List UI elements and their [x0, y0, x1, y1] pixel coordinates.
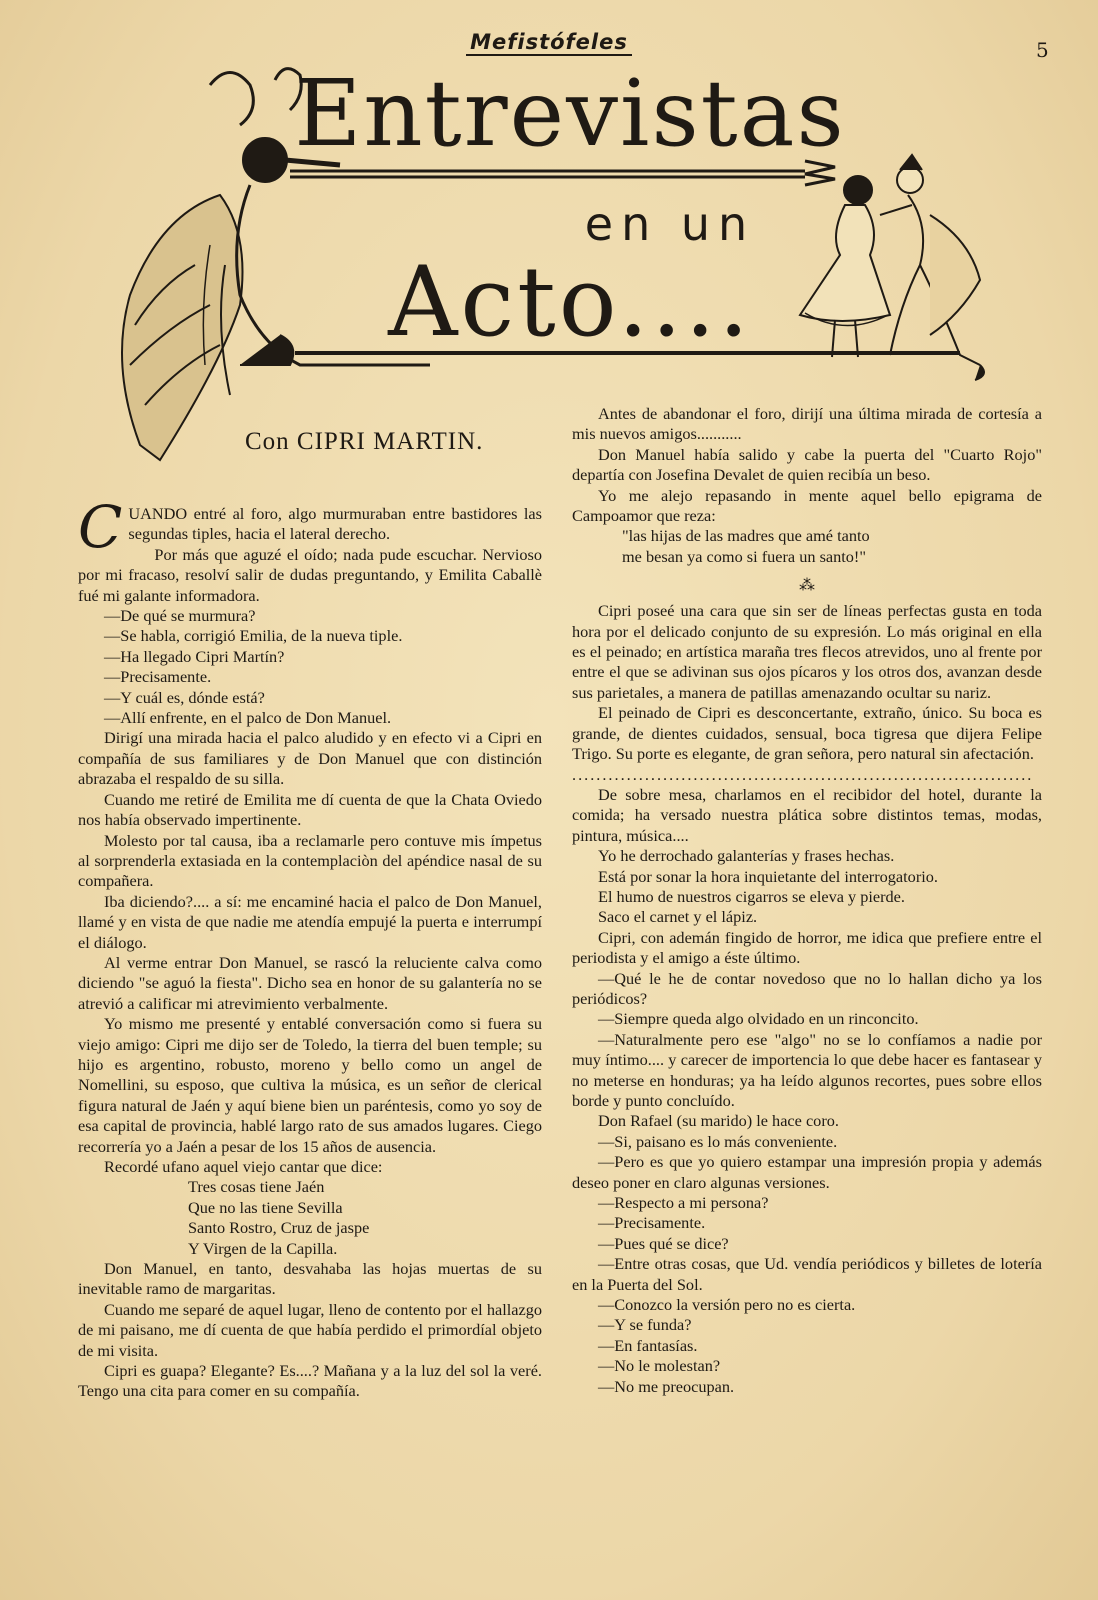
paragraph: Por más que aguzé el oído; nada pude escuchar. Nervioso por mi fracaso, resolví salir de dudas preguntando, y Emilita Caballè fué mi galante informadora. [78, 544, 542, 605]
paragraph: Santo Rostro, Cruz de jaspe [188, 1218, 370, 1238]
paragraph: El peinado de Cipri es desconcertante, extraño, único. Su boca es grande, de dientes cuidados, sensual, boca tigresa que dijera Felipe Trigo. Su porte es elegante, de gran señora, pero natural sin afectación. [572, 703, 1042, 764]
paragraph: —Siempre queda algo olvidado en un rinconcito. [598, 1009, 919, 1029]
paragraph: —En fantasías. [598, 1335, 698, 1355]
title-line1: Entrevistas [294, 65, 846, 167]
paragraph: Cipri, con ademán fingido de horror, me idica que prefiere entre el periodista y el amigo a éste último. [572, 927, 1042, 968]
paragraph: Don Rafael (su marido) le hace coro. [598, 1111, 839, 1131]
paragraph: Recordé ufano aquel viejo cantar que dice: [104, 1157, 383, 1176]
paragraph: me besan ya como si fuera un santo!" [622, 546, 867, 566]
left-column [78, 493, 542, 1402]
dancing-couple-illustration [800, 155, 984, 380]
paragraph: Yo mismo me presenté y entablé conversación como si fuera su viejo amigo: Cipri me dijo ser de Toledo, la tierra del buen temple; su hijo es argentino, robusto, moreno y bello como un angel de Nomellini, su esposo, que cultiva la música, es un señor de clerical figura natural de Jaén y aquí biene bien un paréntesis, como yo soy de esa capital de provincia, hablé largo rato de sus amados lugares. Ciego recorrería yo a Jaén a pesar de los 15 años de ausencia. [78, 1014, 542, 1156]
section-separator: ⁂ [799, 577, 815, 595]
paragraph: Saco el carnet y el lápiz. [598, 907, 758, 927]
paragraph: —Si, paisano es lo más conveniente. [598, 1131, 838, 1151]
paragraph: Cuando me retiré de Emilita me dí cuenta de que la Chata Oviedo nos había observado impertinente. [78, 789, 542, 830]
title-line2: en un [584, 197, 756, 251]
paragraph: Tres cosas tiene Jaén [188, 1177, 325, 1197]
paragraph: Don Manuel había salido y cabe la puerta del "Cuarto Rojo" departía con Josefina Devalet de quien recibía un beso. [572, 444, 1042, 485]
drop-cap: C [78, 493, 123, 561]
paragraph: —Se habla, corrigió Emilia, de la nueva tiple. [104, 626, 403, 646]
paragraph: "las hijas de las madres que amé tanto [622, 526, 870, 546]
paragraph: —De qué se murmura? [104, 606, 256, 626]
paragraph: —No me preocupan. [598, 1376, 735, 1396]
paragraph: De sobre mesa, charlamos en el recibidor del hotel, durante la comida; ha versado nuestra plática sobre distintos temas, modas, pintura, música.... [572, 784, 1042, 845]
interview-subtitle: Con CIPRI MARTIN. [245, 428, 484, 455]
paragraph: Al verme entrar Don Manuel, se rascó la reluciente calva como diciendo "se aguó la fiesta". Dicho sea en honor de su galantería no se atrevió a calificar mi atrevimiento verbalmente. [78, 952, 542, 1013]
paragraph: Iba diciendo?.... a sí: me encaminé hacia el palco de Don Manuel, llamé y en vista de que nadie me atendía empujé la puerta e interrumpí el diálogo. [78, 891, 542, 952]
masthead-title: Mefistófeles [466, 30, 632, 56]
paragraph: Dirigí una mirada hacia el palco aludido y en efecto vi a Cipri en compañía de sus familiares y de Don Manuel que con distinción abrazaba el respaldo de su silla. [78, 728, 542, 789]
paragraph: —Entre otras cosas, que Ud. vendía periódicos y billetes de lotería en la Puerta del Sol. [572, 1254, 1042, 1294]
masthead [0, 30, 1098, 54]
paragraph: —Naturalmente pero ese "algo" no se lo confíamos a nadie por muy íntimo.... y carecer de importencia lo que debe hacer es fantasear y no meterse en honduras; ya ha leído algunos recortes, pues sobre ellos borde y punto concluído. [572, 1029, 1042, 1110]
paragraph: Yo me alejo repasando in mente aquel bello epigrama de Campoamor que reza: [572, 485, 1042, 526]
dotted-rule: ............................................................................ [572, 764, 1034, 784]
paragraph: Y Virgen de la Capilla. [188, 1238, 338, 1258]
paragraph: Está por sonar la hora inquietante del interrogatorio. [598, 866, 938, 886]
title-line3: Acto.... [388, 246, 752, 358]
right-column [572, 404, 1042, 1397]
page-number: 5 [1036, 38, 1049, 62]
opening-text: UANDO entré al foro, algo murmuraban entre bastidores las segundas tiples, hacia el lateral derecho. [128, 504, 542, 544]
paragraph: Antes de abandonar el foro, dirijí una última mirada de cortesía a mis nuevos amigos........... [572, 404, 1042, 444]
paragraph: Yo he derrochado galanterías y frases hechas. [598, 846, 895, 866]
paragraph: Cuando me separé de aquel lugar, lleno de contento por el hallazgo de mi paisano, me dí cuenta de que había perdido el primordíal objeto de mi visita. [78, 1299, 542, 1360]
paragraph: —Y cuál es, dónde está? [104, 687, 265, 707]
paragraph: —Respecto a mi persona? [598, 1193, 769, 1213]
paragraph: —Qué le he de contar novedoso que no lo hallan dicho ya los periódicos? [572, 968, 1042, 1008]
paragraph: Cipri poseé una cara que sin ser de líneas perfectas gusta en toda hora por el delicado conjunto de su expresión. Lo más original en ella es el peinado; en artística maraña tres flecos atrevidos, uno al frente por entre el que se adivinan sus ojos pícaros y los otros dos, avanzan desde sus parietales, a manera de patillas amenazando ocultar su nariz. [572, 601, 1042, 702]
paragraph: —Ha llegado Cipri Martín? [104, 646, 285, 666]
paragraph: —Precisamente. [598, 1213, 706, 1233]
paragraph: —Conozco la versión pero no es cierta. [598, 1295, 856, 1315]
paragraph: —Y se funda? [598, 1315, 692, 1335]
paragraph: —No le molestan? [598, 1356, 721, 1376]
paragraph: —Pues qué se dice? [598, 1233, 729, 1253]
paragraph: Que no las tiene Sevilla [188, 1197, 343, 1217]
paragraph: —Allí enfrente, en el palco de Don Manuel. [104, 708, 392, 728]
paragraph: Cipri es guapa? Elegante? Es....? Mañana y a la luz del sol la veré. Tengo una cita para comer en su compañía. [78, 1361, 542, 1401]
paragraph: —Precisamente. [104, 667, 212, 687]
paragraph: El humo de nuestros cigarros se eleva y pierde. [598, 886, 905, 906]
opening-paragraph [78, 493, 542, 561]
paragraph: —Pero es que yo quiero estampar una impresión propia y además deseo poner en claro algunas versiones. [572, 1152, 1042, 1192]
paragraph: Molesto por tal causa, iba a reclamarle pero contuve mis ímpetus al sorprenderla extasiada en la contemplaciòn del apéndice nasal de su compañera. [78, 830, 542, 891]
paragraph: Don Manuel, en tanto, desvahaba las hojas muertas de su inevitable ramo de margaritas. [78, 1259, 542, 1299]
